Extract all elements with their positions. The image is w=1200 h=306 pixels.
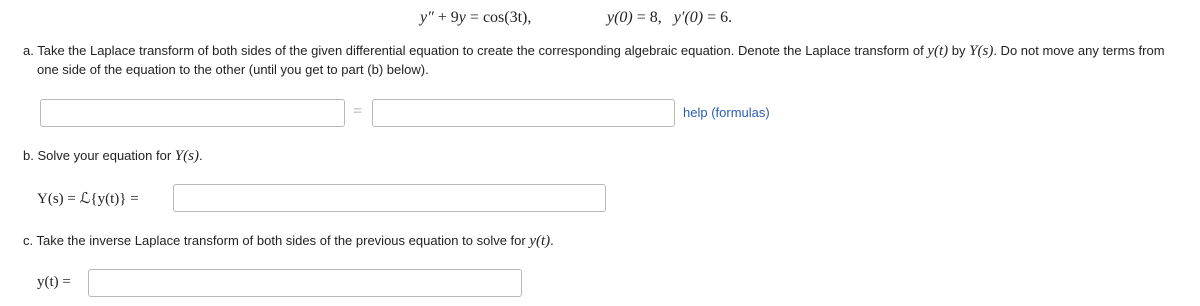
y-var: y <box>458 9 466 26</box>
part-b-label: Y(s) = ℒ{y(t)} = <box>37 191 139 207</box>
part-c-label: y(t) = <box>37 274 71 290</box>
part-b-instructions <box>23 148 203 165</box>
part-a-text-2: . Do not move any terms from <box>993 43 1165 58</box>
part-b-text: b. Solve your equation for <box>23 148 172 163</box>
Ys-answer-input[interactable] <box>173 184 606 212</box>
part-c-text: c. Take the inverse Laplace transform of both sides of the previous equation to solve for <box>23 233 526 248</box>
ic1-rhs: = 8, <box>636 9 662 26</box>
laplace-rhs-input[interactable] <box>372 99 675 127</box>
part-c-period: . <box>550 233 554 248</box>
initial-conditions <box>607 9 732 27</box>
equals-sign: = <box>469 9 479 26</box>
part-c-instructions <box>23 233 554 250</box>
ic2-rhs: = 6. <box>707 9 733 26</box>
laplace-equals-sign: = <box>353 103 363 120</box>
part-b-Ys: Y(s) <box>174 148 199 164</box>
plus-nine: + 9 <box>437 9 459 26</box>
part-a-yt: y(t) <box>927 43 949 59</box>
part-a-instructions-line-2: one side of the equation to the other (until you get to part (b) below). <box>37 62 429 77</box>
ic1-lhs: y(0) <box>607 9 633 26</box>
help-formulas-link[interactable]: help (formulas) <box>683 105 770 120</box>
yt-answer-input[interactable] <box>88 269 522 297</box>
part-a-instructions <box>23 43 1198 59</box>
part-b-period: . <box>198 148 203 163</box>
laplace-lhs-input[interactable] <box>40 99 345 127</box>
forcing-term: cos(3t), <box>482 9 532 26</box>
part-a-text-1: a. Take the Laplace transform of both sides of the given differential equation to create the corresponding algebraic equation. Denote the Laplace transform of <box>23 43 924 58</box>
ic2-lhs: y′(0) <box>673 9 704 26</box>
part-a-Ys: Y(s) <box>969 43 994 59</box>
differential-equation <box>420 9 531 27</box>
part-a-by: by <box>951 43 966 58</box>
y-double-prime: y″ <box>420 9 434 26</box>
part-c-yt: y(t) <box>529 233 551 249</box>
